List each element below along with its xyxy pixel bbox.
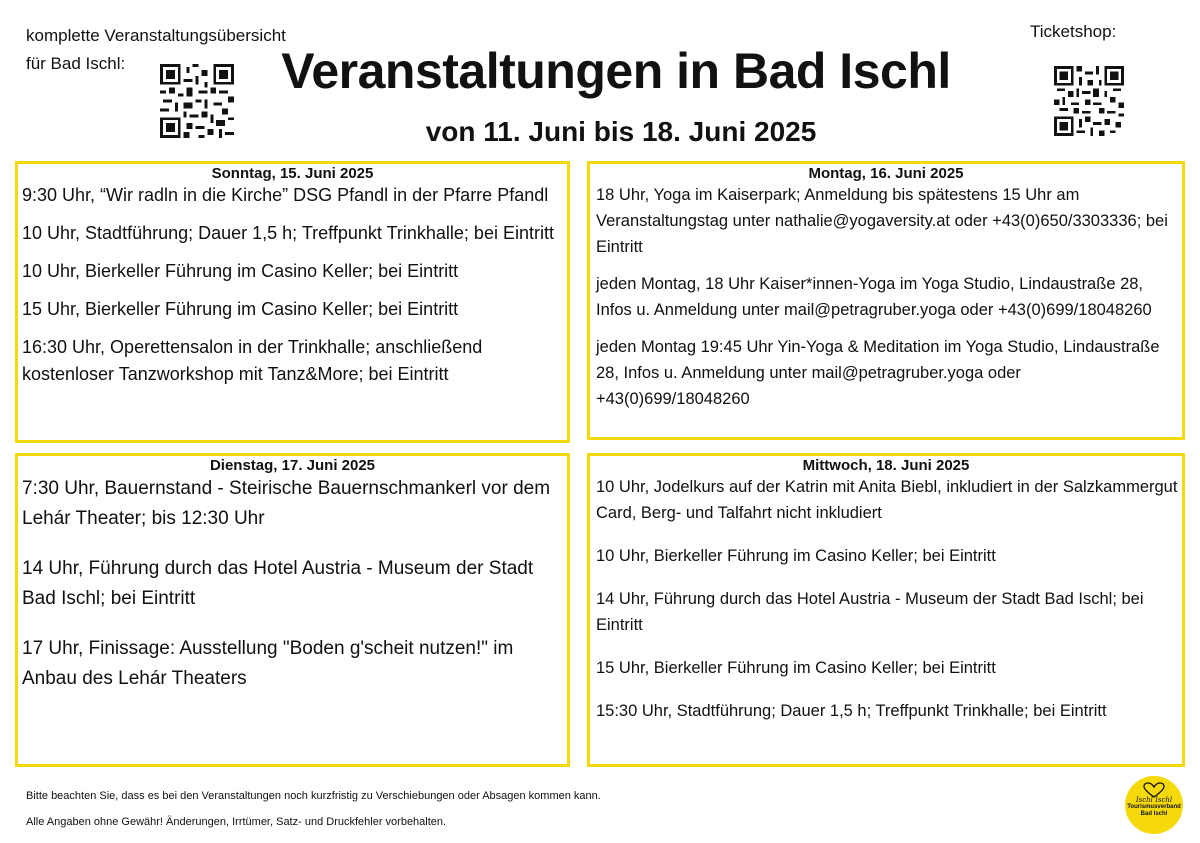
day-heading: Sonntag, 15. Juni 2025 (211, 165, 374, 182)
ticketshop-label: Ticketshop: (1030, 22, 1117, 41)
event-item: 17 Uhr, Finissage: Ausstellung "Boden g'scheit nutzen!" im Anbau des Lehár Theaters (22, 638, 514, 689)
page-subtitle: von 11. Juni bis 18. Juni 2025 (425, 116, 817, 147)
logo-script: Ischl Ischl (1135, 796, 1173, 804)
day-heading: Dienstag, 17. Juni 2025 (209, 457, 376, 474)
day-heading: Montag, 16. Juni 2025 (808, 165, 964, 182)
event-item: 9:30 Uhr, “Wir radln in die Kirche” DSG Pfandl in der Pfarre Pfandl (22, 185, 549, 205)
logo-text-line1: Tourismusverband (1127, 804, 1181, 810)
event-item: 7:30 Uhr, Bauernstand - Steirische Bauernschmankerl vor dem Lehár Theater; bis 12:30 Uhr (22, 478, 551, 529)
logo-text-line2: Bad Ischl (1140, 811, 1168, 817)
event-item: 16:30 Uhr, Operettensalon in der Trinkhalle; anschließend kostenloser Tanzworkshop mit Tanz&More; bei Eintritt (22, 337, 483, 384)
event-item: 10 Uhr, Jodelkurs auf der Katrin mit Anita Biebl, inkludiert in der Salzkammergut Card, Berg- und Talfahrt nicht inkludiert (596, 478, 1178, 522)
day-box-monday (587, 161, 1185, 440)
event-item: jeden Montag, 18 Uhr Kaiser*innen-Yoga im Yoga Studio, Lindaustraße 28, Infos u. Anmeldung unter mail@petragruber.yoga oder +43(0)699/18048260 (596, 275, 1152, 319)
footer-note-changes: Bitte beachten Sie, dass es bei den Veranstaltungen noch kurzfristig zu Verschiebungen oder Absagen kommen kann. (26, 790, 601, 802)
intro-line-2: für Bad Ischl: (26, 54, 126, 73)
event-item: 14 Uhr, Führung durch das Hotel Austria - Museum der Stadt Bad Ischl; bei Eintritt (596, 590, 1144, 634)
event-item: 10 Uhr, Bierkeller Führung im Casino Keller; bei Eintritt (22, 261, 459, 281)
event-item: 15:30 Uhr, Stadtführung; Dauer 1,5 h; Treffpunkt Trinkhalle; bei Eintritt (596, 702, 1107, 720)
event-item: 14 Uhr, Führung durch das Hotel Austria - Museum der Stadt Bad Ischl; bei Eintritt (22, 558, 534, 609)
event-item: 15 Uhr, Bierkeller Führung im Casino Keller; bei Eintritt (22, 299, 459, 319)
event-item: jeden Montag 19:45 Uhr Yin-Yoga & Meditation im Yoga Studio, Lindaustraße 28, Infos u. Anmeldung unter mail@petragruber.yoga oder +43(0)699/18048260 (596, 338, 1160, 408)
event-item: 15 Uhr, Bierkeller Führung im Casino Keller; bei Eintritt (596, 659, 996, 677)
day-box-wednesday (587, 453, 1185, 767)
intro-line-1: komplette Veranstaltungsübersicht (26, 26, 286, 45)
day-heading: Mittwoch, 18. Juni 2025 (802, 457, 970, 474)
event-item: 18 Uhr, Yoga im Kaiserpark; Anmeldung bis spätestens 15 Uhr am Veranstaltungstag unter nathalie@yogaversity.at oder +43(0)650/3303336; bei Eintritt (596, 186, 1168, 256)
event-item: 10 Uhr, Stadtführung; Dauer 1,5 h; Treffpunkt Trinkhalle; bei Eintritt (22, 223, 554, 243)
day-box-sunday (15, 161, 570, 443)
event-item: 10 Uhr, Bierkeller Führung im Casino Keller; bei Eintritt (596, 547, 996, 565)
footer-note-disclaimer: Alle Angaben ohne Gewähr! Änderungen, Irrtümer, Satz- und Druckfehler vorbehalten. (26, 816, 447, 828)
page-title: Veranstaltungen in Bad Ischl (281, 43, 951, 99)
day-box-tuesday (15, 453, 570, 767)
tourism-logo[interactable] (1125, 776, 1183, 834)
